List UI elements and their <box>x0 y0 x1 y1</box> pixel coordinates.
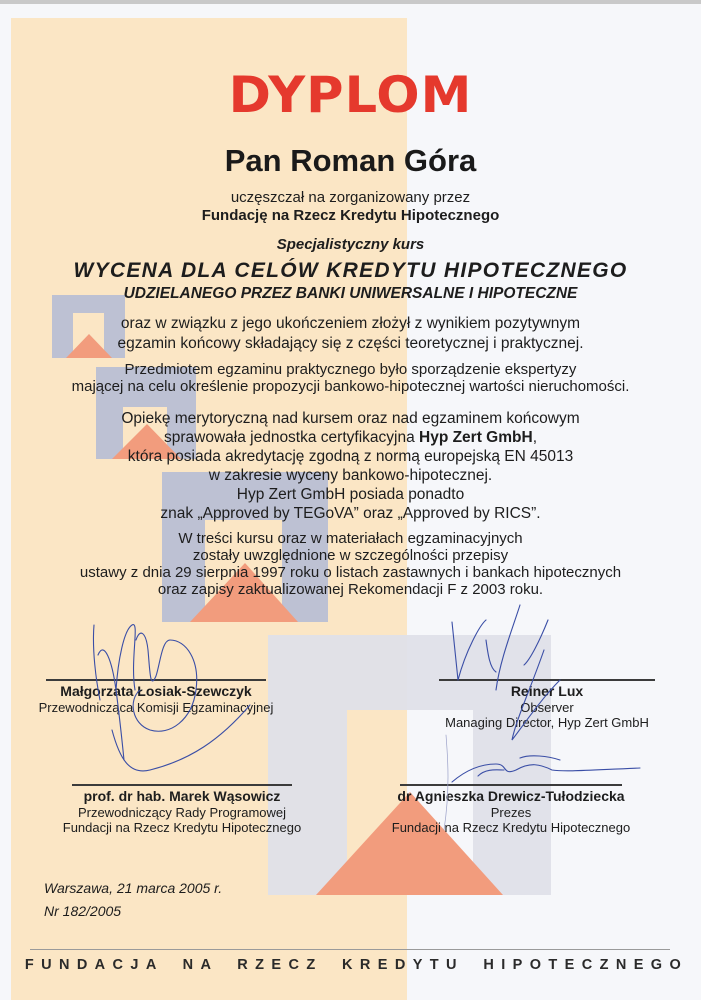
attended-line: uczęszczał na zorganizowany przez <box>230 189 471 206</box>
diploma-title: DYPLOM <box>228 66 473 124</box>
signatory-name: dr Agnieszka Drewicz-Tułodziecka <box>397 788 625 804</box>
paragraph-regulations <box>40 530 661 598</box>
signature-line <box>46 679 266 681</box>
signatory-block <box>381 789 641 836</box>
text-fragment: sprawowała jednostka certyfikacyjna <box>163 429 419 446</box>
signatory-block <box>417 684 677 731</box>
text-line: która posiada akredytację zgodną z normą europejską EN 45013 <box>127 448 574 465</box>
signature-line <box>439 679 655 681</box>
diploma-number: Nr 182/2005 <box>44 903 122 919</box>
issue-place-date: Warszawa, 21 marca 2005 r. <box>44 880 223 896</box>
text-line: oraz w związku z jego ukończeniem złożył z wynikiem pozytywnym <box>120 315 581 332</box>
signatory-role: Przewodniczący Rady Programowej <box>77 804 287 820</box>
signatory-name: Małgorzata Łosiak-Szewczyk <box>60 683 252 699</box>
signatory-role: Fundacji na Rzecz Kredytu Hipotecznego <box>391 820 631 835</box>
signature-line <box>400 784 622 786</box>
signatory-role: Observer <box>520 699 574 715</box>
text-line: mającej na celu określenie propozycji bankowo-hipotecznej wartości nieruchomości. <box>71 378 630 395</box>
signatory-role: Fundacji na Rzecz Kredytu Hipotecznego <box>62 820 302 835</box>
paragraph-certification <box>40 409 661 523</box>
recipient-name: Pan Roman Góra <box>224 143 477 178</box>
paragraph-exam-result <box>40 314 661 353</box>
course-label: Specjalistyczny kurs <box>276 236 425 253</box>
signatory-role: Managing Director, Hyp Zert GmbH <box>445 715 649 730</box>
text-line: egzamin końcowy składający się z części teoretycznej i praktycznej. <box>117 334 584 352</box>
text-line: w zakresie wyceny bankowo-hipotecznej. <box>208 467 493 484</box>
text-fragment: , <box>532 429 537 446</box>
text-line: ustawy z dnia 29 sierpnia 1997 roku o listach zastawnych i bankach hipotecznych <box>79 564 622 581</box>
paragraph-practical-exam <box>40 361 661 395</box>
signatory-name: prof. dr hab. Marek Wąsowicz <box>83 788 281 804</box>
text-line <box>40 428 661 447</box>
signatory-name: Reiner Lux <box>510 683 584 699</box>
course-title: WYCENA DLA CELÓW KREDYTU HIPOTECZNEGO <box>73 259 628 282</box>
organizer-name: Fundację na Rzecz Kredytu Hipotecznego <box>201 207 500 224</box>
footer-organization: FUNDACJA NA RZECZ KREDYTU HIPOTECZNEGO <box>24 957 689 973</box>
signatory-block <box>26 684 286 715</box>
text-line: zostały uwzględnione w szczególności przepisy <box>192 547 509 564</box>
signatory-block <box>52 789 312 836</box>
text-line: znak „Approved by TEGoVA” oraz „Approved by RICS”. <box>160 505 541 522</box>
text-line: W treści kursu oraz w materiałach egzaminacyjnych <box>178 530 523 547</box>
signatory-role: Przewodnicząca Komisji Egzaminacyjnej <box>38 699 274 715</box>
certifier-name: Hyp Zert GmbH <box>419 429 533 446</box>
text-line: oraz zapisy zaktualizowanej Rekomendacji F z 2003 roku. <box>157 581 544 598</box>
signature-line <box>72 784 292 786</box>
text-line: Przedmiotem egzaminu praktycznego było sporządzenie ekspertyzy <box>124 361 577 378</box>
footer-divider <box>30 949 670 950</box>
text-line: Opiekę merytoryczną nad kursem oraz nad egzaminem końcowym <box>121 410 580 427</box>
text-line: Hyp Zert GmbH posiada ponadto <box>236 486 465 503</box>
signatory-role: Prezes <box>490 804 532 820</box>
course-subtitle: UDZIELANEGO PRZEZ BANKI UNIWERSALNE I HIPOTECZNE <box>123 285 578 302</box>
